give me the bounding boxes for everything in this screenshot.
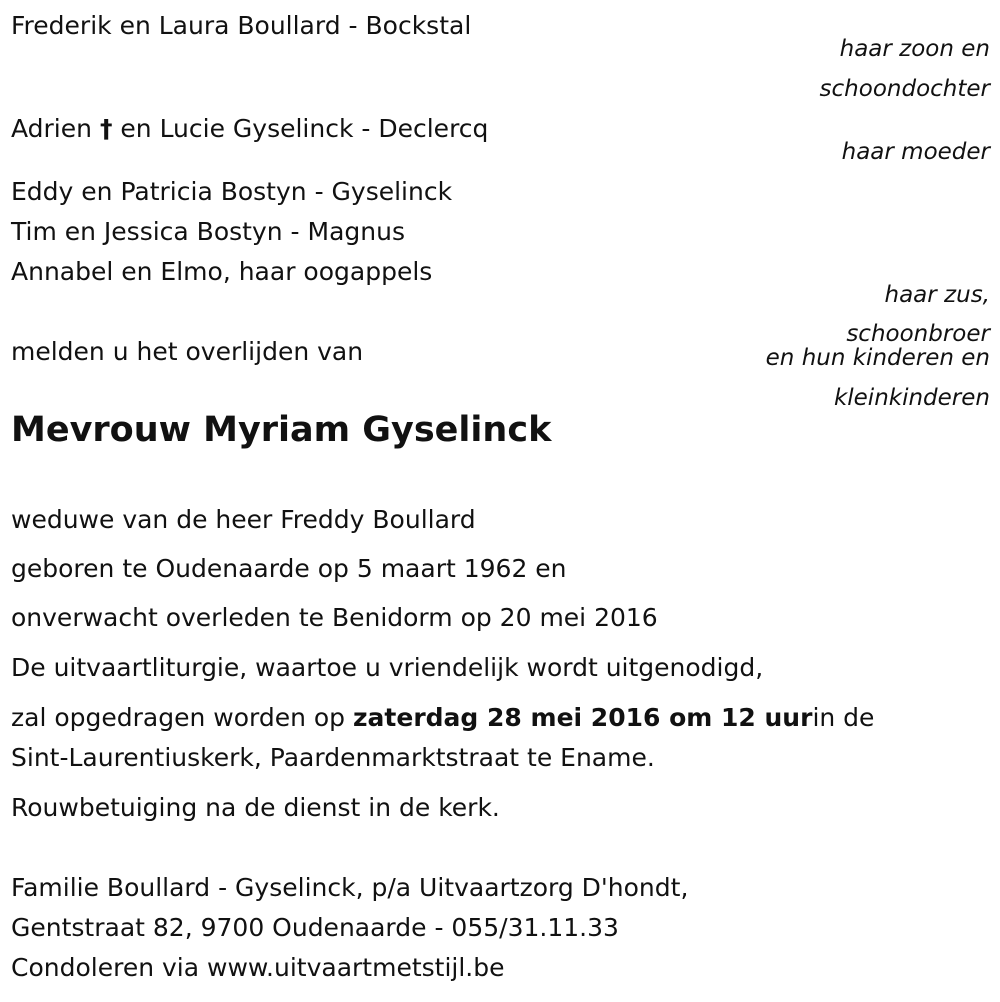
contact-line-1: Familie Boullard - Gyselinck, p/a Uitvaartzorg D'hondt, (11, 873, 689, 902)
relation-sister-line-3: en hun kinderen en (765, 345, 990, 371)
contact-line-3: Condoleren via www.uitvaartmetstijl.be (11, 953, 505, 982)
contact-line-2: Gentstraat 82, 9700 Oudenaarde - 055/31.11.33 (11, 913, 619, 942)
family-line-2 (11, 116, 488, 141)
service-line (11, 705, 874, 730)
family-line-3: Eddy en Patricia Bostyn - Gyselinck (11, 177, 453, 206)
relation-mother: haar moeder (841, 139, 990, 165)
family-line-5: Annabel en Elmo, haar oogappels (11, 257, 433, 286)
family-line-1: Frederik en Laura Boullard - Bockstal (11, 11, 472, 40)
relation-son-line-1: haar zoon en (839, 36, 990, 62)
church-line: Sint-Laurentiuskerk, Paardenmarktstraat te Ename. (11, 743, 655, 772)
family-line-2-rest: en Lucie Gyselinck - Declercq (120, 114, 489, 143)
relation-sister-line-1: haar zus, (884, 282, 990, 308)
cross-icon: † (99, 114, 113, 143)
relation-sister-line-2: schoonbroer (846, 321, 990, 347)
relation-son-line-2: schoondochter (819, 76, 990, 102)
condolence-line: Rouwbetuiging na de dienst in de kerk. (11, 793, 500, 822)
service-date: zaterdag 28 mei 2016 om 12 uur (353, 703, 813, 732)
deceased-name: Mevrouw Myriam Gyselinck (11, 410, 552, 450)
death-line: onverwacht overleden te Benidorm op 20 mei 2016 (11, 603, 658, 632)
service-prefix: zal opgedragen worden op (11, 703, 353, 732)
birth-line: geboren te Oudenaarde op 5 maart 1962 en (11, 554, 567, 583)
widow-line: weduwe van de heer Freddy Boullard (11, 505, 476, 534)
relation-sister-line-4: kleinkinderen (833, 385, 990, 411)
service-suffix: in de (812, 703, 875, 732)
family-line-4: Tim en Jessica Bostyn - Magnus (11, 217, 405, 246)
liturgy-line: De uitvaartliturgie, waartoe u vriendelijk wordt uitgenodigd, (11, 653, 764, 682)
family-line-2-name: Adrien (11, 114, 92, 143)
announcement: melden u het overlijden van (11, 337, 364, 366)
